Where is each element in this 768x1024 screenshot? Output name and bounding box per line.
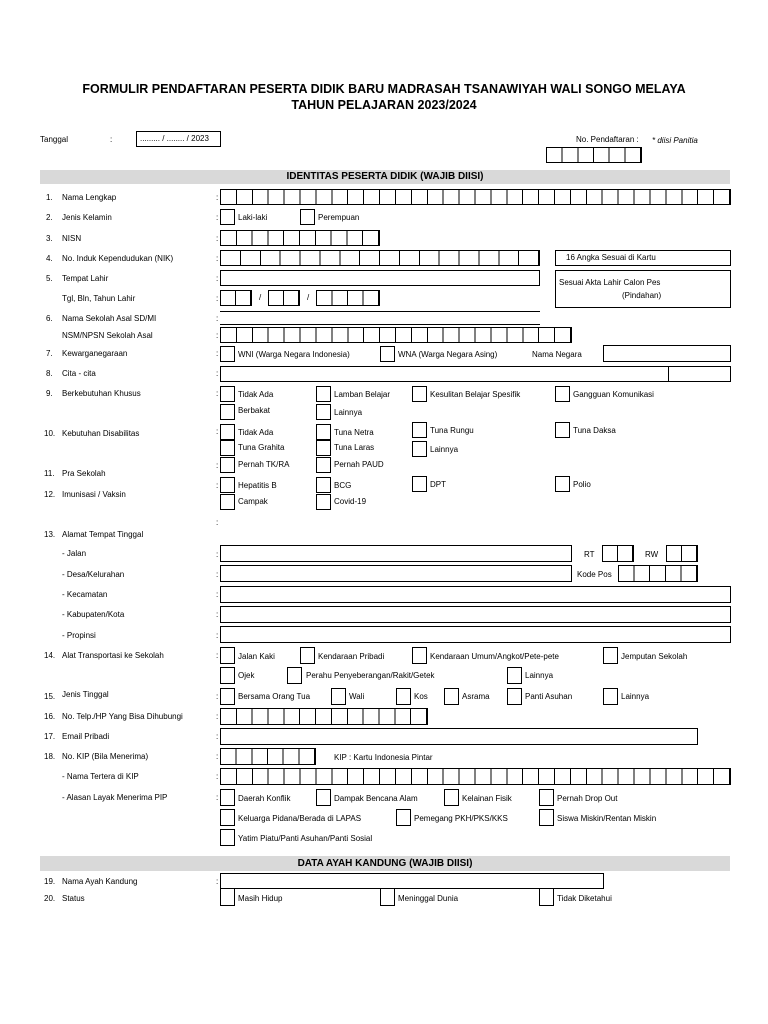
field-number: 3. bbox=[46, 234, 53, 243]
colon: : bbox=[216, 461, 219, 470]
nama-ayah-label: Nama Ayah Kandung bbox=[62, 877, 138, 886]
hepatitis-option: Hepatitis B bbox=[238, 481, 277, 490]
lainnya-15-checkbox[interactable] bbox=[603, 688, 618, 705]
tempat-lahir-field[interactable] bbox=[220, 270, 540, 286]
konflik-checkbox[interactable] bbox=[220, 789, 235, 806]
propinsi-field[interactable] bbox=[220, 626, 731, 643]
tidak-ada-10-option: Tidak Ada bbox=[238, 428, 274, 437]
tuna-grahita-checkbox[interactable] bbox=[220, 440, 235, 456]
field-number: 4. bbox=[46, 254, 53, 263]
wna-checkbox[interactable] bbox=[380, 346, 395, 362]
tk-option: Pernah TK/RA bbox=[238, 460, 290, 469]
kewarganegaraan-label: Kewarganegaraan bbox=[62, 349, 128, 358]
colon: : bbox=[216, 732, 219, 741]
colon: : bbox=[216, 481, 219, 490]
drop-out-option: Pernah Drop Out bbox=[557, 794, 618, 803]
lamban-checkbox[interactable] bbox=[316, 386, 331, 402]
yatim-option: Yatim Piatu/Panti Asuhan/Panti Sosial bbox=[238, 834, 373, 843]
hepatitis-checkbox[interactable] bbox=[220, 477, 235, 493]
rw-label: RW bbox=[645, 550, 659, 559]
tgl-lahir-month[interactable] bbox=[268, 290, 300, 306]
alamat-label: Alamat Tempat Tinggal bbox=[62, 530, 144, 539]
kendaraan-pribadi-checkbox[interactable] bbox=[300, 647, 315, 664]
date-separator: / bbox=[307, 293, 310, 302]
kos-option: Kos bbox=[414, 692, 428, 701]
colon: : bbox=[216, 772, 219, 781]
tuna-daksa-option: Tuna Daksa bbox=[573, 426, 616, 435]
kendaraan-umum-option: Kendaraan Umum/Angkot/Pete-pete bbox=[430, 652, 559, 661]
campak-option: Campak bbox=[238, 497, 268, 506]
kelainan-checkbox[interactable] bbox=[444, 789, 459, 806]
lainnya-10-option: Lainnya bbox=[430, 445, 459, 454]
cita-cita-label: Cita - cita bbox=[62, 369, 96, 378]
colon: : bbox=[216, 518, 219, 527]
tidak-ada-checkbox[interactable] bbox=[220, 386, 235, 402]
colon: : bbox=[216, 651, 219, 660]
rt-label: RT bbox=[584, 550, 595, 559]
rw-field[interactable] bbox=[666, 545, 698, 562]
kelainan-option: Kelainan Fisik bbox=[462, 794, 512, 803]
lainnya-15-option: Lainnya bbox=[621, 692, 650, 701]
bcg-checkbox[interactable] bbox=[316, 477, 331, 493]
kip-note: KIP : Kartu Indonesia Pintar bbox=[334, 753, 433, 762]
cita-cita-field[interactable] bbox=[220, 366, 731, 382]
kip-label: No. KIP (Bila Menerima) bbox=[62, 752, 149, 761]
tgl-lahir-day[interactable] bbox=[220, 290, 252, 306]
paud-option: Pernah PAUD bbox=[334, 460, 384, 469]
nisn-label: NISN bbox=[62, 234, 82, 243]
masih-hidup-checkbox[interactable] bbox=[220, 888, 235, 906]
kebutuhan-disabilitas-label: Kebutuhan Disabilitas bbox=[62, 429, 140, 438]
alasan-pip-label: - Alasan Layak Menerima PIP bbox=[62, 793, 168, 802]
perempuan-option: Perempuan bbox=[318, 213, 360, 222]
colon: : bbox=[216, 369, 219, 378]
covid-checkbox[interactable] bbox=[316, 494, 331, 510]
jenis-tinggal-label: Jenis Tinggal bbox=[62, 690, 109, 699]
pkh-checkbox[interactable] bbox=[396, 809, 411, 826]
nik-field[interactable] bbox=[220, 250, 540, 266]
colon: : bbox=[216, 631, 219, 640]
colon: : bbox=[216, 590, 219, 599]
field-number: 5. bbox=[46, 274, 53, 283]
colon: : bbox=[216, 331, 219, 340]
section-identitas-title: IDENTITAS PESERTA DIDIK (WAJIB DIISI) bbox=[286, 171, 484, 182]
akta-note: Sesuai Akta Lahir Calon Pes bbox=[559, 278, 661, 287]
kendaraan-umum-checkbox[interactable] bbox=[412, 647, 427, 664]
colon: : bbox=[216, 213, 219, 222]
sekolah-asal-field[interactable] bbox=[220, 311, 540, 312]
wni-checkbox[interactable] bbox=[220, 346, 235, 362]
jalan-kaki-option: Jalan Kaki bbox=[238, 652, 275, 661]
lainnya-10-checkbox[interactable] bbox=[412, 441, 427, 457]
wna-option: WNA (Warga Negara Asing) bbox=[398, 350, 498, 359]
form-title-line1: FORMULIR PENDAFTARAN PESERTA DIDIK BARU MADRASAH TSANAWIYAH WALI SONGO MELAYA bbox=[82, 82, 686, 96]
tuna-laras-checkbox[interactable] bbox=[316, 440, 331, 456]
nama-kip-label: - Nama Tertera di KIP bbox=[62, 772, 139, 781]
jemputan-option: Jemputan Sekolah bbox=[621, 652, 688, 661]
colon: : bbox=[216, 793, 219, 802]
propinsi-label: - Propinsi bbox=[62, 631, 96, 640]
tidak-diketahui-checkbox[interactable] bbox=[539, 888, 554, 906]
tanggal-label: Tanggal bbox=[40, 135, 69, 144]
nama-ayah-field[interactable] bbox=[220, 873, 604, 889]
tidak-diketahui-option: Tidak Diketahui bbox=[557, 894, 612, 903]
field-number: 6. bbox=[46, 314, 53, 323]
kabupaten-label: - Kabupaten/Kota bbox=[62, 610, 125, 619]
nsm-npsn-field[interactable] bbox=[220, 327, 572, 343]
telp-field[interactable] bbox=[220, 708, 428, 725]
berbakat-option: Berbakat bbox=[238, 406, 271, 415]
asrama-option: Asrama bbox=[462, 692, 490, 701]
konflik-option: Daerah Konflik bbox=[238, 794, 291, 803]
tuna-rungu-checkbox[interactable] bbox=[412, 422, 427, 438]
laki-laki-option: Laki-laki bbox=[238, 213, 268, 222]
tgl-lahir-year[interactable] bbox=[316, 290, 380, 306]
masih-hidup-option: Masih Hidup bbox=[238, 894, 283, 903]
field-number: 17. bbox=[44, 732, 56, 741]
field-number: 18. bbox=[44, 752, 56, 761]
colon: : bbox=[216, 349, 219, 358]
colon: : bbox=[216, 254, 219, 263]
field-number: 7. bbox=[46, 349, 53, 358]
nsm-npsn-label: NSM/NPSN Sekolah Asal bbox=[62, 331, 153, 340]
jenis-kelamin-label: Jenis Kelamin bbox=[62, 213, 112, 222]
kode-pos-field[interactable] bbox=[618, 565, 698, 582]
rt-field[interactable] bbox=[602, 545, 634, 562]
desa-label: - Desa/Kelurahan bbox=[62, 570, 125, 579]
meninggal-checkbox[interactable] bbox=[380, 888, 395, 906]
nama-negara-field[interactable] bbox=[603, 345, 731, 362]
pra-sekolah-label: Pra Sekolah bbox=[62, 469, 106, 478]
nama-kip-field[interactable] bbox=[220, 768, 731, 785]
kip-field[interactable] bbox=[220, 748, 316, 765]
sekolah-asal-field-underline bbox=[220, 324, 540, 325]
no-pendaftaran-note: * diisi Panitia bbox=[652, 136, 698, 145]
colon: : bbox=[216, 610, 219, 619]
jemputan-checkbox[interactable] bbox=[603, 647, 618, 664]
nik-note: 16 Angka Sesuai di Kartu bbox=[566, 253, 656, 262]
field-number: 19. bbox=[44, 877, 56, 886]
tanggal-colon: : bbox=[110, 135, 113, 144]
kecamatan-label: - Kecamatan bbox=[62, 590, 108, 599]
dpt-checkbox[interactable] bbox=[412, 476, 427, 492]
perahu-checkbox[interactable] bbox=[287, 667, 302, 684]
colon: : bbox=[216, 570, 219, 579]
kecamatan-field[interactable] bbox=[220, 586, 731, 603]
wali-option: Wali bbox=[349, 692, 365, 701]
telp-label: No. Telp./HP Yang Bisa Dihubungi bbox=[62, 712, 183, 721]
lainnya-14-option: Lainnya bbox=[525, 671, 554, 680]
colon: : bbox=[216, 877, 219, 886]
tuna-daksa-checkbox[interactable] bbox=[555, 422, 570, 438]
gangguan-checkbox[interactable] bbox=[555, 386, 570, 402]
field-number: 8. bbox=[46, 369, 53, 378]
no-pendaftaran-field[interactable] bbox=[546, 147, 642, 163]
colon: : bbox=[216, 752, 219, 761]
tempat-lahir-label: Tempat Lahir bbox=[62, 274, 109, 283]
campak-checkbox[interactable] bbox=[220, 494, 235, 510]
berbakat-checkbox[interactable] bbox=[220, 404, 235, 420]
tidak-ada-10-checkbox[interactable] bbox=[220, 424, 235, 440]
ojek-option: Ojek bbox=[238, 671, 255, 680]
date-separator: / bbox=[259, 293, 262, 302]
nama-negara-label: Nama Negara bbox=[532, 350, 582, 359]
polio-checkbox[interactable] bbox=[555, 476, 570, 492]
laki-laki-checkbox[interactable] bbox=[220, 209, 235, 225]
tidak-ada-option: Tidak Ada bbox=[238, 390, 274, 399]
colon: : bbox=[216, 712, 219, 721]
miskin-checkbox[interactable] bbox=[539, 809, 554, 826]
kode-pos-label: Kode Pos bbox=[577, 570, 612, 579]
colon: : bbox=[216, 314, 219, 323]
jalan-kaki-checkbox[interactable] bbox=[220, 647, 235, 664]
nama-lengkap-label: Nama Lengkap bbox=[62, 193, 117, 202]
dpt-option: DPT bbox=[430, 480, 446, 489]
lamban-option: Lamban Belajar bbox=[334, 390, 391, 399]
yatim-checkbox[interactable] bbox=[220, 829, 235, 846]
email-field[interactable] bbox=[220, 728, 698, 745]
kendaraan-pribadi-option: Kendaraan Pribadi bbox=[318, 652, 385, 661]
bcg-option: BCG bbox=[334, 481, 352, 490]
ortu-option: Bersama Orang Tua bbox=[238, 692, 311, 701]
transportasi-label: Alat Transportasi ke Sekolah bbox=[62, 651, 164, 660]
colon: : bbox=[216, 550, 219, 559]
lainnya-9-checkbox[interactable] bbox=[316, 404, 331, 420]
pindahan-note: (Pindahan) bbox=[622, 291, 662, 300]
imunisasi-label: Imunisasi / Vaksin bbox=[62, 490, 126, 499]
jalan-field[interactable] bbox=[220, 545, 572, 562]
covid-option: Covid-19 bbox=[334, 497, 367, 506]
meninggal-option: Meninggal Dunia bbox=[398, 894, 459, 903]
kesulitan-checkbox[interactable] bbox=[412, 386, 427, 402]
akta-note-box bbox=[555, 270, 731, 308]
colon: : bbox=[216, 427, 219, 436]
colon: : bbox=[216, 692, 219, 701]
field-number: 11. bbox=[44, 469, 55, 478]
field-number: 1. bbox=[46, 193, 53, 202]
gangguan-option: Gangguan Komunikasi bbox=[573, 390, 654, 399]
field-number: 10. bbox=[44, 429, 56, 438]
lainnya-14-checkbox[interactable] bbox=[507, 667, 522, 684]
field-number: 15. bbox=[44, 692, 56, 701]
perempuan-checkbox[interactable] bbox=[300, 209, 315, 225]
form-title-line2: TAHUN PELAJARAN 2023/2024 bbox=[291, 98, 477, 112]
cita-cita-divider bbox=[668, 366, 669, 382]
desa-field[interactable] bbox=[220, 565, 572, 582]
tuna-rungu-option: Tuna Rungu bbox=[430, 426, 474, 435]
colon: : bbox=[216, 193, 219, 202]
ojek-checkbox[interactable] bbox=[220, 667, 235, 684]
paud-checkbox[interactable] bbox=[316, 457, 331, 473]
email-label: Email Pribadi bbox=[62, 732, 110, 741]
ortu-checkbox[interactable] bbox=[220, 688, 235, 705]
panti-checkbox[interactable] bbox=[507, 688, 522, 705]
field-number: 13. bbox=[44, 530, 56, 539]
nik-label: No. Induk Kependudukan (NIK) bbox=[62, 254, 174, 263]
field-number: 14. bbox=[44, 651, 56, 660]
tk-checkbox[interactable] bbox=[220, 457, 235, 473]
tuna-grahita-option: Tuna Grahita bbox=[238, 443, 285, 452]
panti-option: Panti Asuhan bbox=[525, 692, 573, 701]
berkebutuhan-khusus-label: Berkebutuhan Khusus bbox=[62, 389, 141, 398]
nama-lengkap-field[interactable] bbox=[220, 189, 731, 205]
pkh-option: Pemegang PKH/PKS/KKS bbox=[414, 814, 508, 823]
field-number: 2. bbox=[46, 213, 53, 222]
jalan-label: - Jalan bbox=[62, 549, 87, 558]
kos-checkbox[interactable] bbox=[396, 688, 411, 705]
miskin-option: Siswa Miskin/Rentan Miskin bbox=[557, 814, 657, 823]
kesulitan-option: Kesulitan Belajar Spesifik bbox=[430, 390, 521, 399]
asrama-checkbox[interactable] bbox=[444, 688, 459, 705]
section-identitas-band bbox=[40, 170, 730, 184]
polio-option: Polio bbox=[573, 480, 591, 489]
tanggal-value: ......... / ........ / 2023 bbox=[140, 134, 209, 143]
lainnya-9-option: Lainnya bbox=[334, 408, 363, 417]
tuna-laras-option: Tuna Laras bbox=[334, 443, 375, 452]
sekolah-asal-label: Nama Sekolah Asal SD/MI bbox=[62, 314, 157, 323]
bencana-option: Dampak Bencana Alam bbox=[334, 794, 418, 803]
colon: : bbox=[216, 234, 219, 243]
section-ayah-band bbox=[40, 856, 730, 871]
wali-checkbox[interactable] bbox=[331, 688, 346, 705]
colon: : bbox=[216, 294, 219, 303]
field-number: 20. bbox=[44, 894, 56, 903]
kabupaten-field[interactable] bbox=[220, 606, 731, 623]
lapas-option: Keluarga Pidana/Berada di LAPAS bbox=[238, 814, 362, 823]
field-number: 9. bbox=[46, 389, 53, 398]
drop-out-checkbox[interactable] bbox=[539, 789, 554, 806]
section-ayah-title: DATA AYAH KANDUNG (WAJIB DIISI) bbox=[297, 858, 473, 869]
colon: : bbox=[216, 389, 219, 398]
nisn-field[interactable] bbox=[220, 230, 380, 246]
bencana-checkbox[interactable] bbox=[316, 789, 331, 806]
lapas-checkbox[interactable] bbox=[220, 809, 235, 826]
tgl-lahir-label: Tgl, Bln, Tahun Lahir bbox=[62, 294, 136, 303]
field-number: 16. bbox=[44, 712, 56, 721]
colon: : bbox=[216, 274, 219, 283]
status-label: Status bbox=[62, 894, 85, 903]
tuna-netra-checkbox[interactable] bbox=[316, 424, 331, 440]
perahu-option: Perahu Penyeberangan/Rakit/Getek bbox=[306, 671, 435, 680]
no-pendaftaran-label: No. Pendaftaran : bbox=[576, 135, 639, 144]
wni-option: WNI (Warga Negara Indonesia) bbox=[238, 350, 350, 359]
tuna-netra-option: Tuna Netra bbox=[334, 428, 374, 437]
field-number: 12. bbox=[44, 490, 56, 499]
